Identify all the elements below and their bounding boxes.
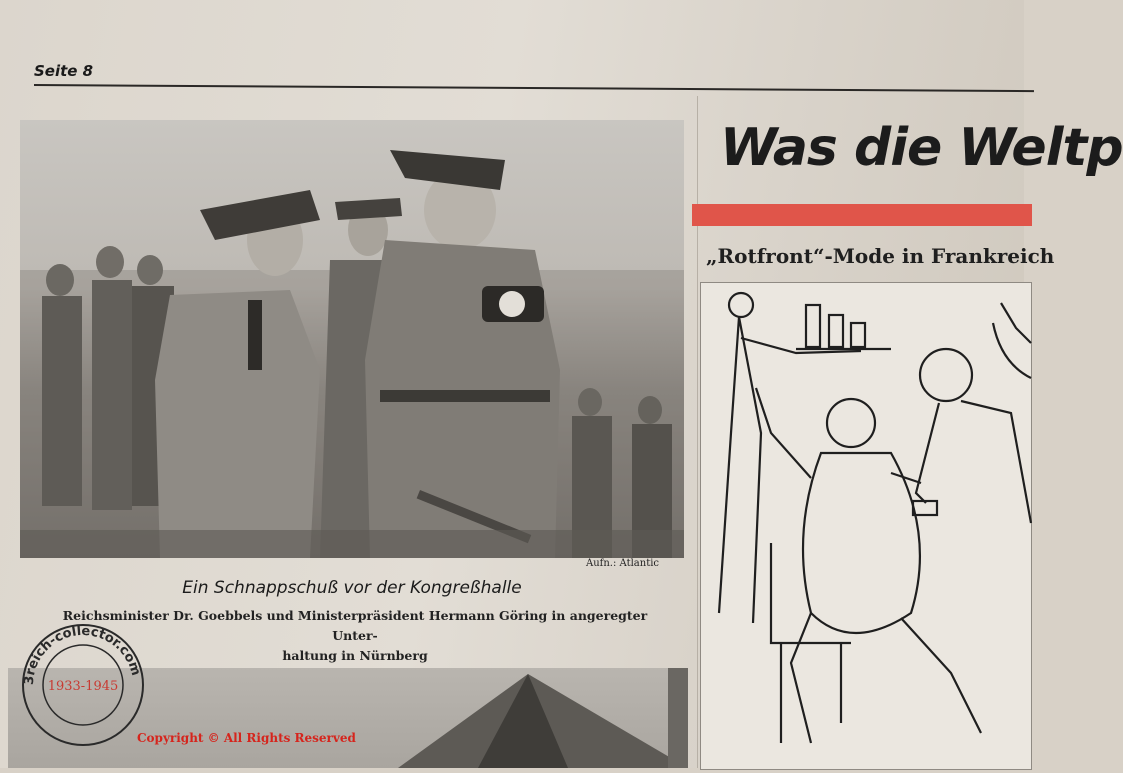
main-photograph — [20, 120, 684, 558]
photo-caption-title: Ein Schnappschuß vor der Kongreßhalle — [182, 578, 522, 598]
watermark-ring-text: 3reich-collector.com — [21, 623, 144, 686]
headline-red-bar — [692, 204, 1032, 226]
column-divider — [697, 96, 698, 768]
watermark-years: 1933-1945 — [47, 679, 119, 694]
column-headline: Was die Weltp — [720, 118, 1123, 178]
caption-line-2: haltung in Nürnberg — [282, 648, 428, 663]
cartoon-illustration — [700, 282, 1032, 770]
caption-line-1: Reichsminister Dr. Goebbels und Ministerpräsident Hermann Göring in angeregter Unter- — [62, 608, 648, 643]
photo-scene — [20, 120, 684, 558]
watermark-stamp — [18, 620, 148, 750]
photo-credit: Aufn.: Atlantic — [586, 558, 660, 569]
cartoon-drawing — [701, 283, 1031, 769]
page-number: Seite 8 — [34, 62, 94, 80]
column-subhead: „Rotfront“-Mode in Frankreich — [706, 244, 1055, 268]
copyright-notice: Copyright © All Rights Reserved — [137, 731, 356, 745]
